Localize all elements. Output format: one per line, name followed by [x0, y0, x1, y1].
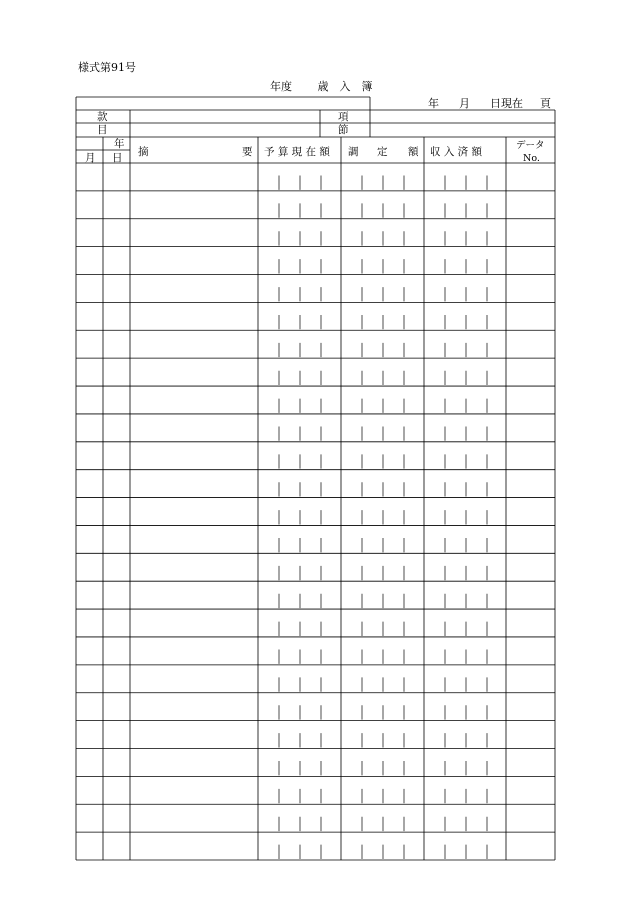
label-moku: 目 — [97, 124, 108, 136]
title-fiscal-year: 年度 — [270, 80, 292, 93]
column-header-data-no: No. — [523, 153, 540, 164]
header-month: 月 — [459, 97, 470, 110]
column-header-received: 収 入 済 額 — [430, 146, 483, 158]
column-header-data: データ — [516, 140, 545, 151]
column-header-summary: 摘 — [138, 146, 149, 158]
column-header-assessed-2: 定 — [377, 146, 388, 158]
title-ledger-name: 歳 入 簿 — [317, 80, 373, 93]
column-header-day: 日 — [112, 152, 123, 164]
column-header-summary-2: 要 — [242, 146, 253, 158]
column-header-year: 年 — [114, 138, 125, 150]
header-as-of: 日現在 — [490, 97, 523, 110]
column-header-month: 月 — [85, 152, 96, 164]
header-page: 頁 — [540, 97, 551, 110]
label-setsu: 節 — [338, 124, 349, 136]
column-header-budget: 予 算 現 在 額 — [264, 146, 330, 158]
header-year: 年 — [428, 97, 439, 110]
form-number: 様式第91号 — [78, 61, 136, 74]
column-header-assessed: 調 — [348, 146, 359, 158]
label-kan: 款 — [97, 111, 108, 123]
label-kou: 項 — [338, 111, 349, 123]
column-header-assessed-3: 額 — [408, 146, 419, 158]
